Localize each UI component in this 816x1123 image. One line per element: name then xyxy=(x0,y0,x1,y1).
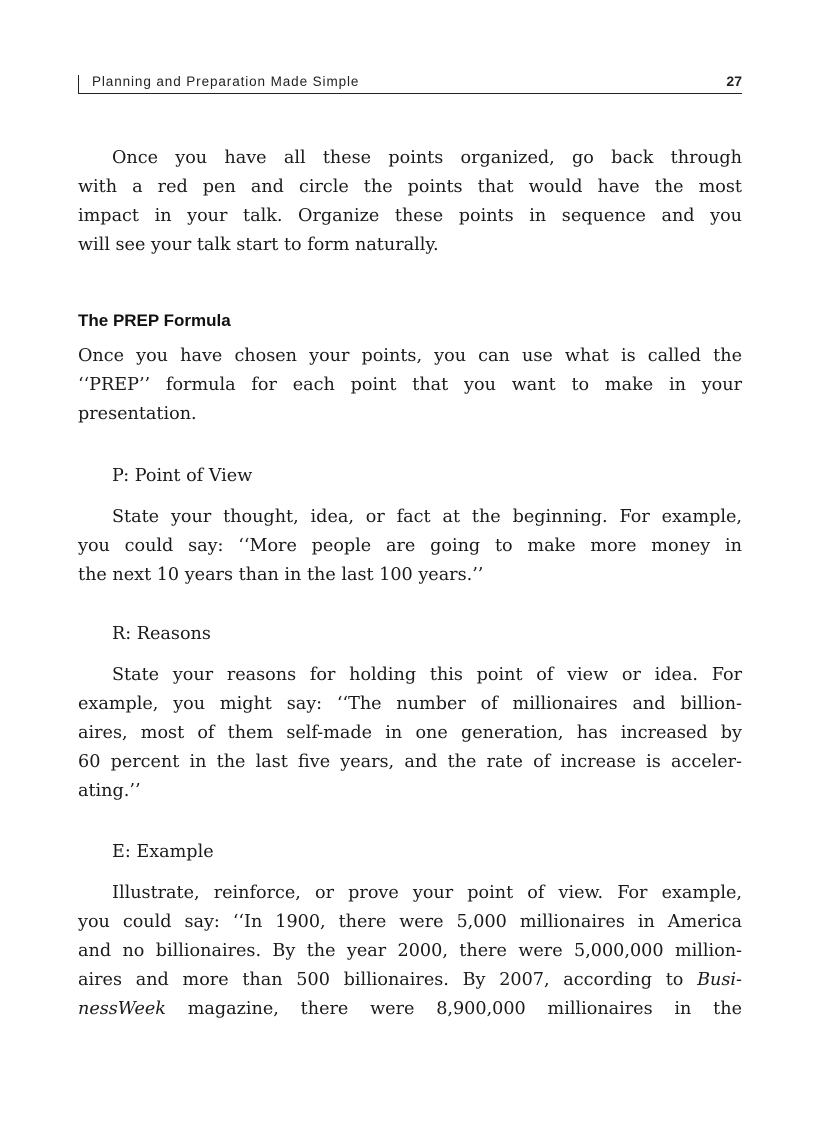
prep-step-label-reasons: R: Reasons xyxy=(112,624,211,644)
text-line: and no billionaires. By the year 2000, there were 5,000,000 million- xyxy=(78,941,742,961)
text-line: impact in your talk. Organize these points in sequence and you xyxy=(78,206,742,226)
text-line: with a red pen and circle the points that would have the most xyxy=(78,177,742,197)
section-heading: The PREP Formula xyxy=(78,311,231,330)
prep-step-label-point-of-view: P: Point of View xyxy=(112,466,253,486)
text-line: ‘‘PREP’’ formula for each point that you want to make in your xyxy=(78,375,742,395)
text-segment: magazine, there were 8,900,000 millionaires in the xyxy=(165,999,742,1019)
section-intro-paragraph xyxy=(78,342,742,429)
running-title: Planning and Preparation Made Simple xyxy=(92,74,360,89)
text-line: you could say: ‘‘In 1900, there were 5,000 millionaires in America xyxy=(78,912,742,932)
text-line: presentation. xyxy=(78,404,197,424)
italic-magazine-name-part: Busi- xyxy=(697,970,742,990)
intro-paragraph xyxy=(78,144,742,260)
text-line: Once you have chosen your points, you can use what is called the xyxy=(78,346,742,366)
text-line xyxy=(78,966,742,995)
text-line: you could say: ‘‘More people are going to make more money in xyxy=(78,536,742,556)
text-line: example, you might say: ‘‘The number of millionaires and billion- xyxy=(78,694,742,714)
text-line: the next 10 years than in the last 100 years.’’ xyxy=(78,565,484,585)
header-rule-mark xyxy=(78,75,79,94)
text-line: State your thought, idea, or fact at the beginning. For example, xyxy=(112,507,742,527)
prep-step-paragraph-example xyxy=(78,879,742,1024)
page-number: 27 xyxy=(726,73,742,89)
text-line: Once you have all these points organized, go back through xyxy=(112,148,742,168)
text-line: Illustrate, reinforce, or prove your point of view. For example, xyxy=(112,883,742,903)
running-header xyxy=(78,72,742,94)
text-line: State your reasons for holding this point of view or idea. For xyxy=(112,665,742,685)
text-line xyxy=(78,995,742,1024)
prep-step-paragraph-reasons xyxy=(78,661,742,806)
text-line: 60 percent in the last five years, and the rate of increase is acceler- xyxy=(78,752,742,772)
text-line: aires, most of them self-made in one generation, has increased by xyxy=(78,723,742,743)
prep-step-paragraph-point-of-view xyxy=(78,503,742,590)
text-line: will see your talk start to form naturally. xyxy=(78,235,439,255)
text-line: ating.’’ xyxy=(78,781,141,801)
italic-magazine-name-part: nessWeek xyxy=(78,999,166,1019)
text-segment: aires and more than 500 billionaires. By 2007, according to xyxy=(78,970,698,990)
prep-step-label-example: E: Example xyxy=(112,842,214,862)
